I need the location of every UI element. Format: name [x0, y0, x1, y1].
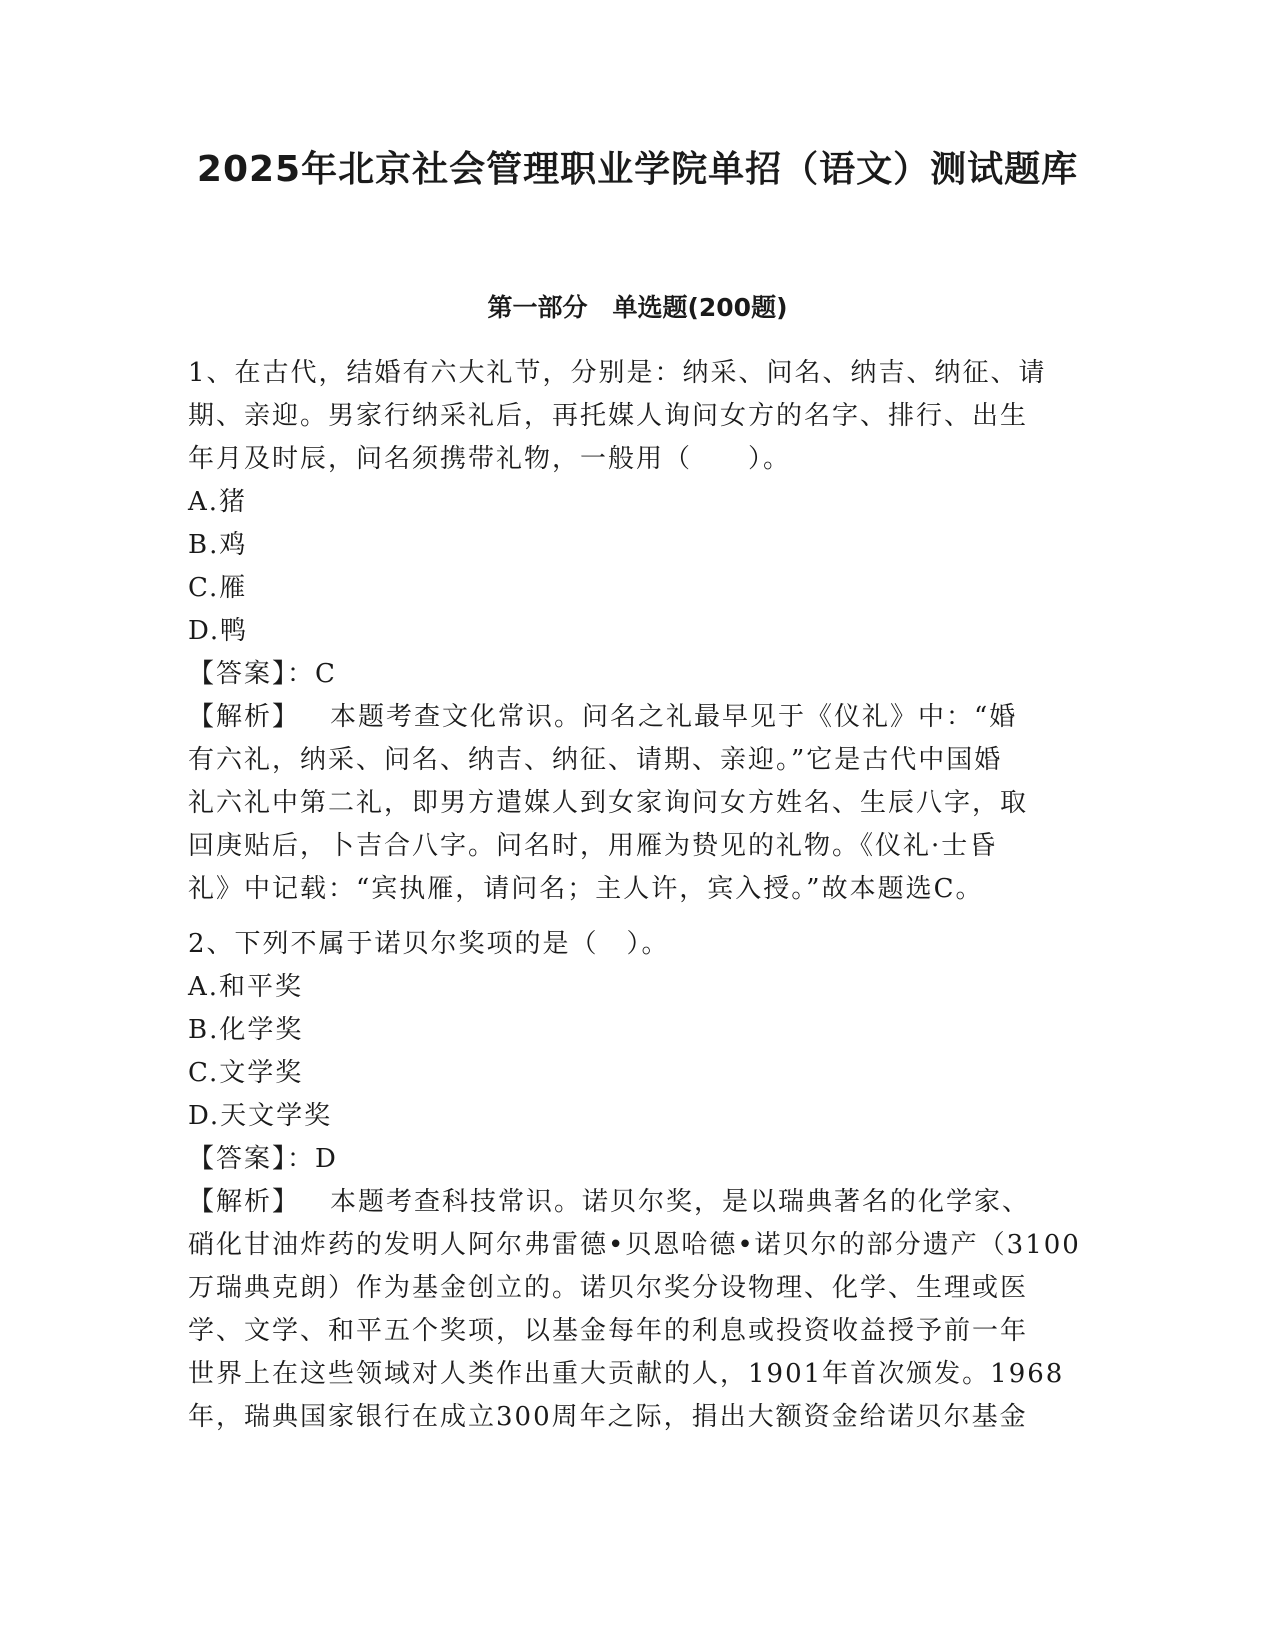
answer-value: C [315, 659, 337, 689]
document-title: 2025年北京社会管理职业学院单招（语文）测试题库 [196, 149, 1079, 190]
explanation-line [188, 1181, 1088, 1224]
option-b: B.化学奖 [188, 1015, 304, 1045]
question-1 [188, 352, 1088, 911]
explanation-line: 万瑞典克朗）作为基金创立的。诺贝尔奖分设物理、化学、生理或医 [188, 1273, 1029, 1303]
option-d: D.天文学奖 [188, 1101, 333, 1131]
answer-label: 【答案】： [188, 659, 316, 689]
explanation-line: 硝化甘油炸药的发明人阿尔弗雷德•贝恩哈德•诺贝尔的部分遗产（3100 [188, 1230, 1081, 1260]
question-stem-line: 2、下列不属于诺贝尔奖项的是（ ）。 [188, 929, 670, 959]
question-2 [188, 923, 1088, 1439]
option-c: C.雁 [188, 573, 248, 603]
explanation-line: 礼》中记载：“宾执雁，请问名；主人许，宾入授。”故本题选C。 [188, 874, 984, 904]
option-d: D.鸭 [188, 616, 249, 646]
answer-label: 【答案】： [188, 1144, 316, 1174]
explanation-line: 有六礼，纳采、问名、纳吉、纳征、请期、亲迎。”它是古代中国婚 [188, 745, 1003, 775]
question-stem-line: 年月及时辰，问名须携带礼物，一般用（ ）。 [188, 444, 792, 474]
answer-value: D [315, 1144, 338, 1174]
question-list [188, 352, 1088, 1439]
option-b: B.鸡 [188, 530, 248, 560]
answer-line [188, 653, 1088, 696]
explanation-label: 【解析】 [188, 1187, 301, 1217]
option-c: C.文学奖 [188, 1058, 304, 1088]
explanation-line: 学、文学、和平五个奖项，以基金每年的利息或投资收益授予前一年 [188, 1316, 1029, 1346]
explanation-text: 本题考查科技常识。诺贝尔奖，是以瑞典著名的化学家、 [330, 1187, 1031, 1217]
option-a: A.和平奖 [188, 972, 304, 1002]
explanation-line: 世界上在这些领域对人类作出重大贡献的人，1901年首次颁发。1968 [188, 1359, 1065, 1389]
explanation-label: 【解析】 [188, 702, 301, 732]
explanation-line: 礼六礼中第二礼，即男方遣媒人到女家询问女方姓名、生辰八字，取 [188, 788, 1029, 818]
explanation-line [188, 696, 1088, 739]
question-stem-line: 1、在古代，结婚有六大礼节，分别是：纳采、问名、纳吉、纳征、请 [188, 358, 1047, 388]
answer-line [188, 1138, 1088, 1181]
explanation-line: 年，瑞典国家银行在成立300周年之际，捐出大额资金给诺贝尔基金 [188, 1402, 1028, 1432]
question-stem-line: 期、亲迎。男家行纳采礼后，再托媒人询问女方的名字、排行、出生 [188, 401, 1029, 431]
explanation-text: 本题考查文化常识。问名之礼最早见于《仪礼》中：“婚 [330, 702, 1018, 732]
section-heading: 第一部分 单选题(200题) [487, 293, 788, 322]
explanation-line: 回庚贴后，卜吉合八字。问名时，用雁为贽见的礼物。《仪礼·士昏 [188, 831, 998, 861]
option-a: A.猪 [188, 487, 248, 517]
